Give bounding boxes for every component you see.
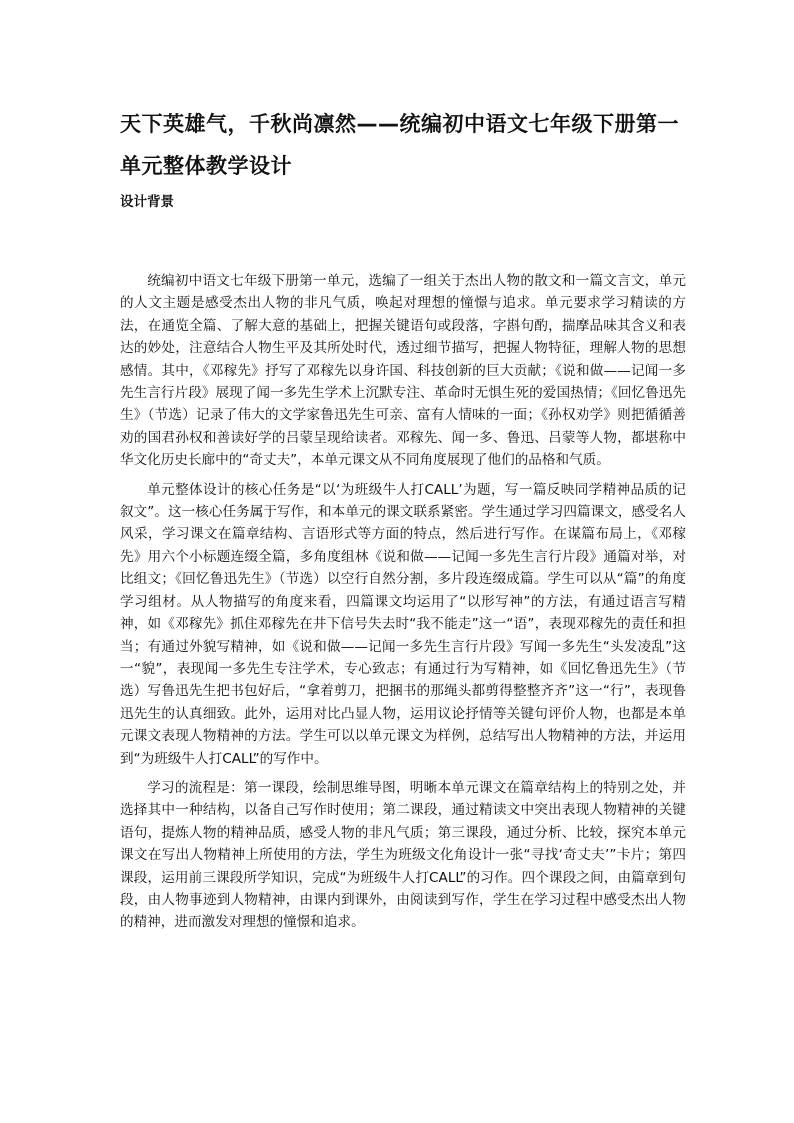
document-title: 天下英雄气，千秋尚凛然——统编初中语文七年级下册第一单元整体教学设计	[120, 112, 679, 178]
document-body	[120, 270, 686, 941]
body-paragraph: 统编初中语文七年级下册第一单元，选编了一组关于杰出人物的散文和一篇文言文，单元的人文主题是感受杰出人物的非凡气质，唤起对理想的憧憬与追求。单元要求学习精读的方法，在通览全篇、了解大意的基础上，把握关键语句或段落，字斟句酌，揣摩品味其含义和表达的妙处，注意结合人物生平及其所处时代，透过细节描写，把握人物特征，理解人物的思想感情。其中，《邓稼先》抒写了邓稼先以身许国、科技创新的巨大贡献；《说和做——记闻一多先生言行片段》展现了闻一多先生学术上沉默专注、革命时无惧生死的爱国热情；《回忆鲁迅先生》（节选）记录了伟大的文学家鲁迅先生可亲、富有人情味的一面；《孙权劝学》则把循循善劝的国君孙权和善读好学的吕蒙呈现给读者。邓稼先、闻一多、鲁迅、吕蒙等人物，都堪称中华文化历史长廊中的“奇丈夫”，本单元课文从不同角度展现了他们的品格和气质。	[120, 273, 686, 469]
section-heading: 设计背景	[120, 194, 174, 210]
body-paragraph: 学习的流程是：第一课段，绘制思维导图，明晰本单元课文在篇章结构上的特别之处，并选择其中一种结构，以备自己写作时使用；第二课段，通过精读文中突出表现人物精神的关键语句，提炼人物的精神品质，感受人物的非凡气质；第三课段，通过分析、比较，探究本单元课文在写出人物精神上所使用的方法，学生为班级文化角设计一张“寻找‘奇丈夫’”卡片；第四课段，运用前三课段所学知识，完成“为班级牛人打CALL”的习作。四个课段之间，由篇章到句段，由人物事迹到人物精神，由课内到课外，由阅读到写作，学生在学习过程中感受杰出人物的精神，进而激发对理想的憧憬和追求。	[120, 779, 686, 931]
body-paragraph: 单元整体设计的核心任务是“以‘为班级牛人打CALL’为题，写一篇反映同学精神品质的记叙文”。这一核心任务属于写作，和本单元的课文联系紧密。学生通过学习四篇课文，感受名人风采，学习课文在篇章结构、言语形式等方面的特点，然后进行写作。在谋篇布局上，《邓稼先》用六个小标题连缀全篇，多角度组林《说和做——记闻一多先生言行片段》通篇对举，对比组文；《回忆鲁迅先生》（节选）以空行自然分割，多片段连缀成篇。学生可以从“篇”的角度学习组材。从人物描写的角度来看，四篇课文均运用了“以形写神”的方法，有通过语言写精神，如《邓稼先》抓住邓稼先在井下信号失去时“我不能走”这一“语”，表现邓稼先的责任和担当；有通过外貌写精神，如《说和做——记闻一多先生言行片段》写闻一多先生“头发凌乱”这一“貌”，表现闻一多先生专注学术，专心致志；有通过行为写精神，如《回忆鲁迅先生》（节选）写鲁迅先生把书包好后，“拿着剪刀，把捆书的那绳头都剪得整整齐齐”这一“行”，表现鲁迅先生的认真细致。此外，运用对比凸显人物，运用议论抒情等关键句评价人物，也都是本单元课文表现人物精神的方法。学生可以以单元课文为样例，总结写出人物精神的方法，并运用到“为班级牛人打CALL”的写作中。	[120, 481, 686, 767]
